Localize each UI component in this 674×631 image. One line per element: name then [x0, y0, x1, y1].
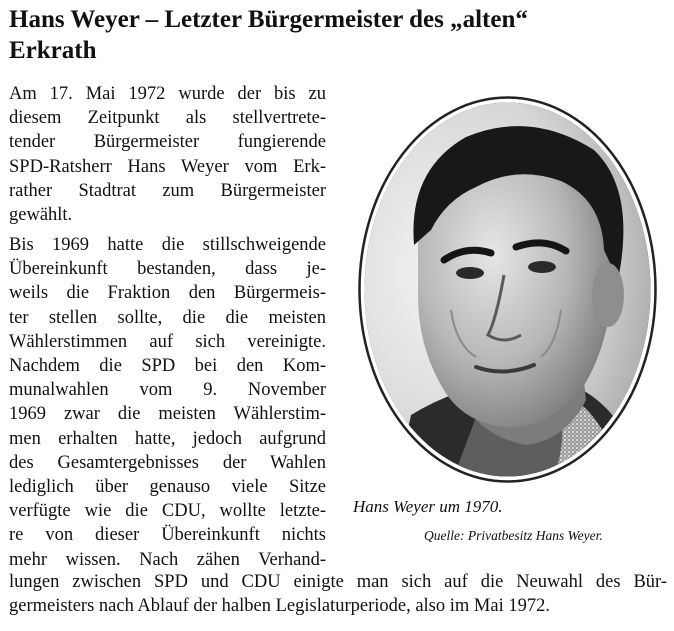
paragraph-1	[9, 82, 326, 227]
text-line: diesem Zeitpunkt als stellvertrete-	[9, 108, 326, 129]
text-line: Nachdem die SPD bei den Kom-	[9, 356, 326, 377]
text-line: Am 17. Mai 1972 wurde der bis zu	[9, 84, 326, 104]
text-line: Übereinkunft bestanden, dass je-	[9, 259, 326, 280]
text-line: SPD-Ratsherr Hans Weyer vom Erk-	[9, 156, 326, 177]
title-line-2: Erkrath	[9, 37, 97, 64]
photo-credit: Quelle: Privatbesitz Hans Weyer.	[424, 528, 603, 543]
portrait-photo	[356, 95, 659, 484]
text-line: munalwahlen vom 9. November	[9, 380, 326, 401]
text-line: rather Stadtrat zum Bürgermeister	[9, 180, 326, 201]
text-line: lediglich über genauso viele Sitze	[9, 477, 326, 498]
text-line: weils die Fraktion den Bürgermeis-	[9, 283, 326, 304]
text-line: 1969 zwar die meisten Wählerstim-	[9, 404, 326, 425]
text-line: verfügte wie die CDU, wollte letzte-	[9, 501, 326, 522]
text-line: gewählt.	[9, 205, 73, 226]
paragraph-3	[9, 570, 667, 618]
text-line: germeisters nach Ablauf der halben Legislaturperiode, also im Mai 1972.	[9, 596, 550, 617]
text-line: ter stellen sollte, die die meisten	[9, 307, 326, 328]
article-title	[9, 4, 669, 66]
text-line: re von dieser Übereinkunft nichts	[9, 525, 326, 546]
paragraph-2	[9, 233, 326, 572]
text-line: lungen zwischen SPD und CDU einigte man sich auf die Neuwahl des Bür-	[9, 572, 667, 592]
title-line-1: Hans Weyer – Letzter Bürgermeister des „alten“	[9, 6, 528, 33]
text-line: des Gesamtergebnisses der Wahlen	[9, 452, 326, 473]
text-line: Bis 1969 hatte die stillschweigende	[9, 235, 326, 255]
text-line: tender Bürgermeister fungierende	[9, 132, 326, 153]
photo-caption: Hans Weyer um 1970.	[353, 497, 503, 516]
text-line: mehr wissen. Nach zähen Verhand-	[9, 549, 326, 570]
text-line: Wählerstimmen auf sich vereinigte.	[9, 331, 326, 352]
text-line: men erhalten hatte, jedoch aufgrund	[9, 428, 326, 449]
